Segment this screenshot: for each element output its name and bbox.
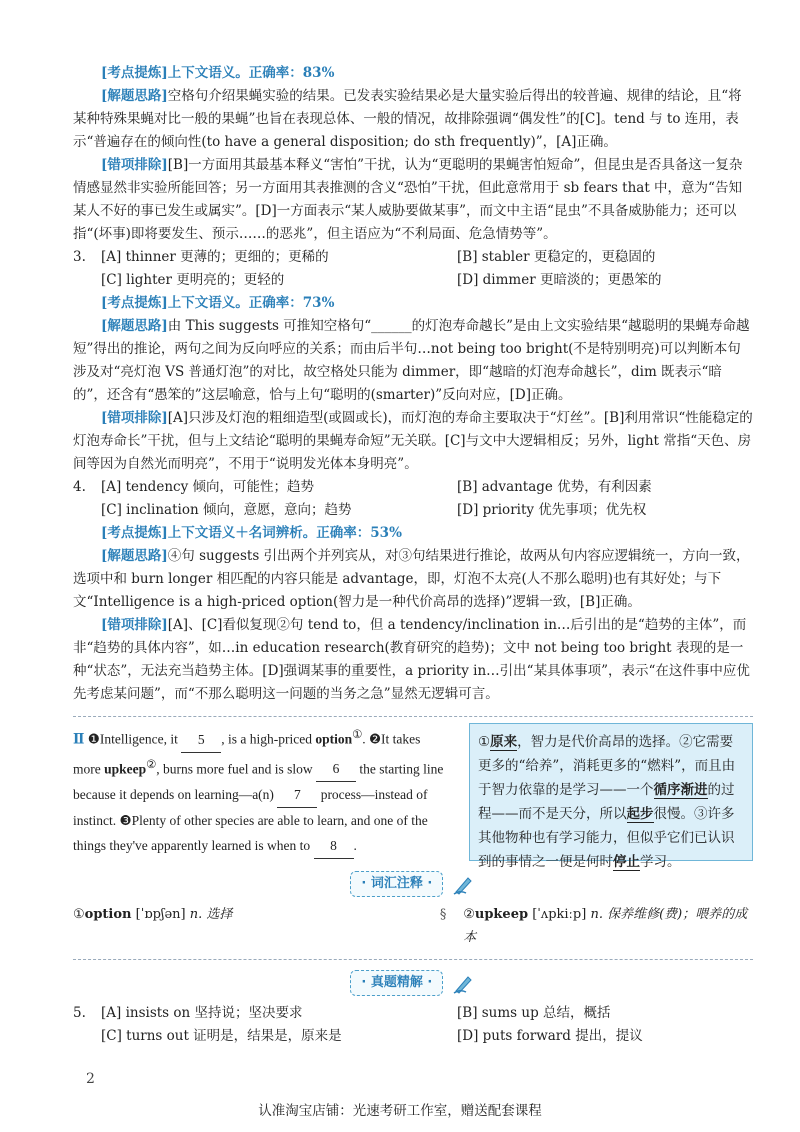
passage-block [73,723,753,870]
divider [73,716,753,717]
q4-jieti: [解题思路]④句 suggests 引出两个并列宾从，对③句结果进行推论，故两从句内容应逻辑统一，方向一致，选项中和 burn longer 相匹配的内容只能是 advantage，即，灯泡不太亮(人不那么聪明)也有其好处；与下文“Intelligence is a high-priced option(智力是一种代价高昂的选择)”逻辑一致，[B]正确。 [73,548,750,610]
pen-icon [452,872,476,896]
blank-5[interactable]: 5 [181,727,221,753]
vocab-section-header [73,871,753,897]
q4-kaodian: [考点提炼]上下文语义＋名词辨析。正确率：53% [101,525,402,541]
q4-options-row2: [C] inclination 倾向，意愿，意向；趋势 [D] priority 优先事项；优先权 [101,502,647,518]
analysis-section-title: · 真题精解 · [350,970,443,996]
vocab-list: ①option [ˈɒpʃən] n. 选择 § ②upkeep [ˈʌpkiːp] n. 保养维修(费)；喂养的成本 [73,903,753,949]
pen-icon [452,971,476,995]
passage-translation: ①原来，智力是代价高昂的选择。②它需要更多的“给养”，消耗更多的“燃料”，而且由于智力依靠的是学习——一个循序渐进的过程——而不是天分，所以起步很慢。③许多其他物种也有学习能力，但似乎它们已认识到的事情之一便是何时停止学习。 [469,723,753,861]
divider [73,959,753,960]
blank-6[interactable]: 6 [316,756,356,782]
q3-options-row2: [C] lighter 更明亮的；更轻的 [D] dimmer 更暗淡的；更愚笨的 [101,272,662,288]
blank-8[interactable]: 8 [314,833,354,859]
page-content [73,62,753,1048]
q2-kaodian: [考点提炼]上下文语义。正确率：83% [101,65,335,81]
q3-options-row1: 3. [A] thinner 更薄的；更细的；更稀的 [B] stabler 更稳定的，更稳固的 [73,249,656,265]
footer-text: 认准淘宝店铺：光速考研工作室，赠送配套课程 [258,1103,542,1119]
q3-cuoxiang: [错项排除][A]只涉及灯泡的粗细造型(或圆或长)，而灯泡的寿命主要取决于“灯丝”。[B]利用常识“性能稳定的灯泡寿命长”干扰，但与上文结论“聪明的果蝇寿命短”无关联。[C]与文中大逻辑相反；另外，light 常指“天色、房间等因为自然光而明亮”，不用于“说明发光体本身明亮”。 [73,410,753,472]
q3-jieti: [解题思路]由 This suggests 可推知空格句“______的灯泡寿命越长”是由上文实验结果“越聪明的果蝇寿命越短”得出的推论，两句之间为反向呼应的关系；而由后半句…not being too bright(不是特别明亮)可以判断本句涉及对“亮灯泡 VS 普通灯泡”的对比，故空格处只能为 dimmer，即“越暗的灯泡寿命越长”，dim 既表示“暗的”，还含有“愚笨的”这层喻意，恰与上句“聪明的(smarter)”反向对应，[D]正确。 [73,318,750,403]
q2-jieti: [解题思路]空格句介绍果蝇实验的结果。已发表实验结果必是大量实验后得出的较普遍、规律的结论，且“将某种特殊果蝇对比一般的果蝇”也旨在表现总体、一般的情况，故排除强调“偶发性”的[C]。tend 与 to 连用，表示“普遍存在的倾向性(to have a general disposition; do sth frequently)”，[A]正确。 [73,88,742,150]
page-number: 2 [86,1071,95,1087]
analysis-section-header [73,970,753,996]
passage-english: Ⅱ ❶Intelligence, it 5 , is a high-priced option①. ❷It takes more upkeep②, burns more fuel and is slow 6 the starting line because it depends on learning—a(n) 7 process—instead of instinct. ❸Plenty of other species are able to learn, and one of the things they've apparently learned is when to 8 . [73,723,449,861]
vocab-section-title: · 词汇注释 · [350,871,443,897]
q2-cuoxiang: [错项排除][B]一方面用其最基本释义“害怕”干扰，认为“更聪明的果蝇害怕短命”，但昆虫是否具备这一复杂情感显然非实验所能回答；另一方面用其表推测的含义“恐怕”干扰，但此意常用于 sb fears that 中，意为“告知某人不好的事已发生或属实”。[D]一方面表示“某人威胁要做某事”，而文中主语“昆虫”不具备威胁能力；还可以指“(坏事)即将要发生、预示……的恶兆”，但主语应为“不利局面、危急情势等”。 [73,157,743,242]
blank-7[interactable]: 7 [277,782,317,808]
q4-options-row1: 4. [A] tendency 倾向，可能性；趋势 [B] advantage 优势，有利因素 [73,479,652,495]
q5-options-row1: 5. [A] insists on 坚持说；坚决要求 [B] sums up 总结，概括 [73,1005,611,1021]
vocab-item-option: ①option [ˈɒpʃən] n. 选择 [73,907,233,922]
vocab-item-upkeep: ②upkeep [ˈʌpkiːp] n. 保养维修(费)；喂养的成本 [463,907,748,945]
q5-options-row2: [C] turns out 证明是，结果是，原来是 [D] puts forward 提出，提议 [101,1028,643,1044]
q3-kaodian: [考点提炼]上下文语义。正确率：73% [101,295,335,311]
q4-cuoxiang: [错项排除][A]、[C]看似复现②句 tend to，但 a tendency/inclination in…后引出的是“趋势的主体”，而非“趋势的具体内容”，如…in education research(教育研究的趋势)；文中 not being too bright 表现的是一种“状态”，无法充当趋势主体。[D]强调某事的重要性，a priority in…引出“某具体事项”，表示“在这件事中应优先考虑某问题”，而“不那么聪明这一问题的当务之急”显然无逻辑可言。 [73,617,750,702]
